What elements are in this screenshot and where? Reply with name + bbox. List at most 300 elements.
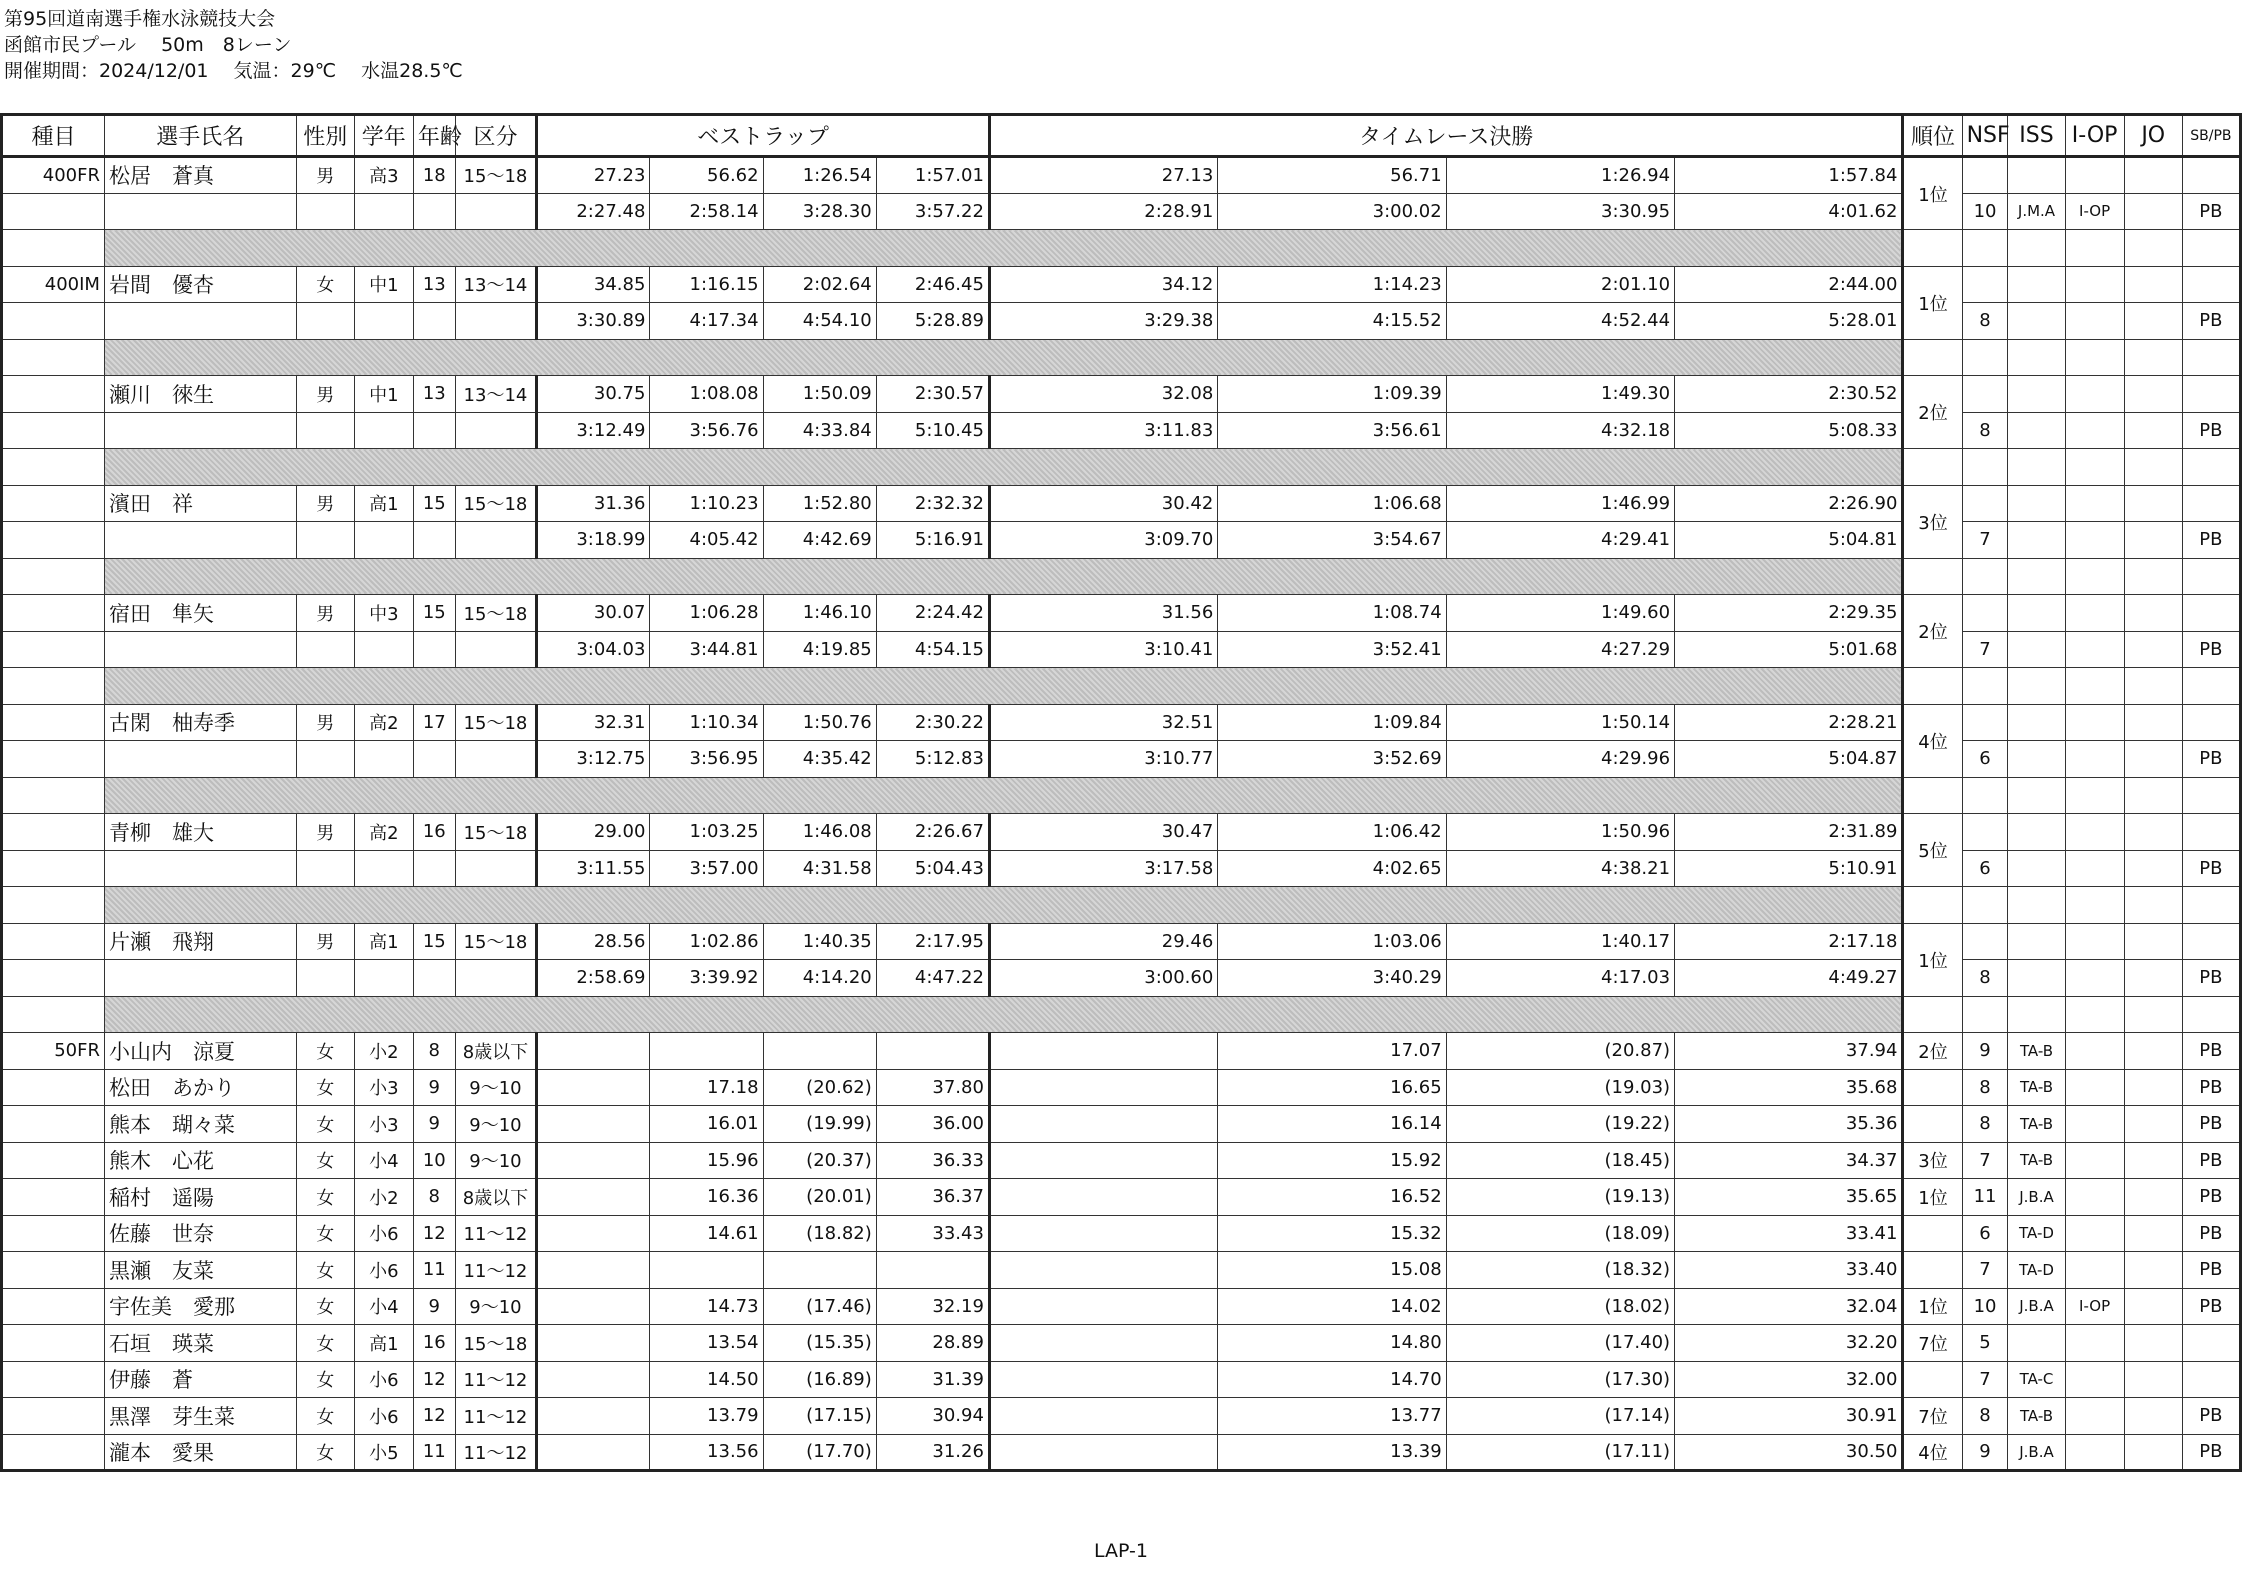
empty-cell bbox=[2124, 376, 2182, 413]
venue-line: 函館市民プール 50m 8レーン bbox=[4, 34, 292, 56]
empty-cell bbox=[2065, 923, 2124, 960]
best-lap-split: 27.23 bbox=[537, 157, 650, 194]
best-lap-split: 56.62 bbox=[650, 157, 763, 194]
empty-cell bbox=[2124, 923, 2182, 960]
swimmer-name: 小山内 涼夏 bbox=[104, 1033, 296, 1070]
final-split: 56.71 bbox=[1218, 157, 1446, 194]
swimmer-name: 黒澤 芽生菜 bbox=[104, 1398, 296, 1435]
division-cell: 11～12 bbox=[455, 1434, 537, 1471]
final-split: 5:08.33 bbox=[1675, 412, 1903, 449]
table-row bbox=[2, 485, 2241, 522]
spacer-cell bbox=[1903, 668, 1962, 705]
empty-cell bbox=[413, 193, 455, 230]
iss-cell: TA-B bbox=[2008, 1398, 2065, 1435]
final-split: 2:44.00 bbox=[1675, 266, 1903, 303]
spacer-cell bbox=[2008, 668, 2065, 705]
table-row bbox=[2, 595, 2241, 632]
empty-cell bbox=[2182, 814, 2240, 851]
rank-cell: 1位 bbox=[1903, 266, 1962, 339]
best-lap-split: 5:28.89 bbox=[876, 303, 989, 340]
spacer-cell bbox=[1903, 777, 1962, 814]
best-lap-split: 29.00 bbox=[537, 814, 650, 851]
sex-cell: 女 bbox=[296, 1215, 354, 1252]
best-lap-split: (20.01) bbox=[763, 1179, 876, 1216]
spacer-cell bbox=[1903, 887, 1962, 924]
empty-cell bbox=[537, 1033, 650, 1070]
final-split: 29.46 bbox=[989, 923, 1217, 960]
event-cell bbox=[2, 1106, 105, 1143]
empty-cell bbox=[2065, 376, 2124, 413]
pb-cell: PB bbox=[2182, 1434, 2240, 1471]
best-lap-split: 1:50.09 bbox=[763, 376, 876, 413]
event-cell bbox=[2, 923, 105, 960]
final-split: 16.14 bbox=[1218, 1106, 1446, 1143]
final-split: (19.13) bbox=[1446, 1179, 1674, 1216]
iss-cell: TA-B bbox=[2008, 1069, 2065, 1106]
iss-cell: TA-B bbox=[2008, 1106, 2065, 1143]
final-split: 1:49.60 bbox=[1446, 595, 1674, 632]
grade-cell: 高1 bbox=[354, 1325, 413, 1362]
iss-cell bbox=[2008, 522, 2065, 559]
division-cell: 9～10 bbox=[455, 1106, 537, 1143]
empty-cell bbox=[2124, 485, 2182, 522]
nsf-cell: 7 bbox=[1962, 631, 2008, 668]
best-lap-split: 3:11.55 bbox=[537, 850, 650, 887]
empty-cell bbox=[2008, 376, 2065, 413]
empty-cell bbox=[2008, 704, 2065, 741]
spacer-cell bbox=[2065, 887, 2124, 924]
best-lap-split: 4:31.58 bbox=[763, 850, 876, 887]
header-row bbox=[2, 115, 2241, 157]
spacer-cell bbox=[104, 887, 1902, 924]
grade-cell: 小6 bbox=[354, 1252, 413, 1289]
empty-cell bbox=[354, 522, 413, 559]
swimmer-name: 宇佐美 愛那 bbox=[104, 1288, 296, 1325]
final-split: 30.42 bbox=[989, 485, 1217, 522]
best-lap-split: 3:56.95 bbox=[650, 741, 763, 778]
results-body bbox=[2, 157, 2241, 1471]
spacer-cell bbox=[2182, 668, 2240, 705]
iop-cell bbox=[2065, 1325, 2124, 1362]
empty-cell bbox=[537, 1398, 650, 1435]
final-split: 2:30.52 bbox=[1675, 376, 1903, 413]
jo-cell bbox=[2124, 741, 2182, 778]
final-split: 4:49.27 bbox=[1675, 960, 1903, 997]
nsf-cell: 11 bbox=[1962, 1179, 2008, 1216]
grade-cell: 中1 bbox=[354, 376, 413, 413]
swimmer-name: 熊木 心花 bbox=[104, 1142, 296, 1179]
sex-cell: 女 bbox=[296, 1288, 354, 1325]
event-cell: 50FR bbox=[2, 1033, 105, 1070]
spacer-cell bbox=[2, 668, 105, 705]
empty-cell bbox=[2124, 814, 2182, 851]
final-split: 3:40.29 bbox=[1218, 960, 1446, 997]
best-lap-split: 5:04.43 bbox=[876, 850, 989, 887]
final-split: 2:28.91 bbox=[989, 193, 1217, 230]
best-lap-split: 1:16.15 bbox=[650, 266, 763, 303]
best-lap-split: 3:12.49 bbox=[537, 412, 650, 449]
empty-cell bbox=[1962, 485, 2008, 522]
best-lap-split: 1:52.80 bbox=[763, 485, 876, 522]
division-cell: 15～18 bbox=[455, 1325, 537, 1362]
col-sex: 性別 bbox=[296, 115, 354, 157]
spacer-cell bbox=[2065, 230, 2124, 267]
grade-cell: 小2 bbox=[354, 1033, 413, 1070]
best-lap-split: 2:26.67 bbox=[876, 814, 989, 851]
best-lap-split: 2:27.48 bbox=[537, 193, 650, 230]
best-lap-split: 13.79 bbox=[650, 1398, 763, 1435]
final-split: 2:26.90 bbox=[1675, 485, 1903, 522]
best-lap-split: 37.80 bbox=[876, 1069, 989, 1106]
spacer-cell bbox=[104, 996, 1902, 1033]
empty-cell bbox=[455, 303, 537, 340]
sex-cell: 女 bbox=[296, 1398, 354, 1435]
iop-cell bbox=[2065, 1361, 2124, 1398]
final-split: 4:27.29 bbox=[1446, 631, 1674, 668]
best-lap-split bbox=[650, 1033, 763, 1070]
final-split: 1:14.23 bbox=[1218, 266, 1446, 303]
best-lap-split: 14.61 bbox=[650, 1215, 763, 1252]
best-lap-split: 1:26.54 bbox=[763, 157, 876, 194]
empty-cell bbox=[455, 631, 537, 668]
final-split: (18.45) bbox=[1446, 1142, 1674, 1179]
empty-cell bbox=[2008, 814, 2065, 851]
final-split: 3:52.41 bbox=[1218, 631, 1446, 668]
nsf-cell: 7 bbox=[1962, 1142, 2008, 1179]
grade-cell: 小4 bbox=[354, 1142, 413, 1179]
spacer-cell bbox=[2182, 339, 2240, 376]
sex-cell: 女 bbox=[296, 266, 354, 303]
final-split: 16.65 bbox=[1218, 1069, 1446, 1106]
rank-cell: 1位 bbox=[1903, 1288, 1962, 1325]
nsf-cell: 8 bbox=[1962, 303, 2008, 340]
empty-cell bbox=[1962, 923, 2008, 960]
spacer-cell bbox=[1962, 230, 2008, 267]
spacer-row bbox=[2, 558, 2241, 595]
division-cell: 15～18 bbox=[455, 923, 537, 960]
swimmer-name: 石垣 瑛菜 bbox=[104, 1325, 296, 1362]
rank-cell: 1位 bbox=[1903, 923, 1962, 996]
empty-cell bbox=[354, 631, 413, 668]
spacer-cell bbox=[2182, 449, 2240, 486]
spacer-cell bbox=[1962, 339, 2008, 376]
empty-cell bbox=[455, 193, 537, 230]
iop-cell bbox=[2065, 1215, 2124, 1252]
spacer-cell bbox=[2182, 996, 2240, 1033]
best-lap-split: 3:56.76 bbox=[650, 412, 763, 449]
spacer-row bbox=[2, 230, 2241, 267]
grade-cell: 高3 bbox=[354, 157, 413, 194]
col-iss: ISS bbox=[2008, 115, 2065, 157]
jo-cell bbox=[2124, 1398, 2182, 1435]
empty-cell bbox=[1962, 814, 2008, 851]
rank-cell: 1位 bbox=[1903, 1179, 1962, 1216]
pb-cell: PB bbox=[2182, 1142, 2240, 1179]
iss-cell bbox=[2008, 960, 2065, 997]
iss-cell: J.B.A bbox=[2008, 1179, 2065, 1216]
empty-cell bbox=[1962, 376, 2008, 413]
sex-cell: 女 bbox=[296, 1142, 354, 1179]
best-lap-split: 2:32.32 bbox=[876, 485, 989, 522]
final-split: 15.08 bbox=[1218, 1252, 1446, 1289]
grade-cell: 小6 bbox=[354, 1215, 413, 1252]
spacer-cell bbox=[1962, 449, 2008, 486]
division-cell: 15～18 bbox=[455, 157, 537, 194]
final-split: 32.00 bbox=[1675, 1361, 1903, 1398]
spacer-cell bbox=[1962, 996, 2008, 1033]
empty-cell bbox=[354, 850, 413, 887]
final-split: 31.56 bbox=[989, 595, 1217, 632]
nsf-cell: 7 bbox=[1962, 1361, 2008, 1398]
event-cell bbox=[2, 1434, 105, 1471]
table-row bbox=[2, 1142, 2241, 1179]
empty-cell bbox=[989, 1288, 1217, 1325]
division-cell: 15～18 bbox=[455, 595, 537, 632]
spacer-cell bbox=[2182, 887, 2240, 924]
spacer-cell bbox=[2124, 668, 2182, 705]
final-split: 34.12 bbox=[989, 266, 1217, 303]
best-lap-split: 4:33.84 bbox=[763, 412, 876, 449]
iop-cell bbox=[2065, 522, 2124, 559]
best-lap-split: (18.82) bbox=[763, 1215, 876, 1252]
final-split: 33.41 bbox=[1675, 1215, 1903, 1252]
jo-cell bbox=[2124, 1033, 2182, 1070]
spacer-row bbox=[2, 668, 2241, 705]
final-split: 5:04.87 bbox=[1675, 741, 1903, 778]
event-cell: 400FR bbox=[2, 157, 105, 194]
best-lap-split: 3:39.92 bbox=[650, 960, 763, 997]
jo-cell bbox=[2124, 960, 2182, 997]
best-lap-split: 3:18.99 bbox=[537, 522, 650, 559]
division-cell: 15～18 bbox=[455, 814, 537, 851]
jo-cell bbox=[2124, 1325, 2182, 1362]
final-split: 32.04 bbox=[1675, 1288, 1903, 1325]
spacer-cell bbox=[1903, 449, 1962, 486]
spacer-cell bbox=[2008, 558, 2065, 595]
sex-cell: 女 bbox=[296, 1179, 354, 1216]
empty-cell bbox=[2182, 157, 2240, 194]
sex-cell: 女 bbox=[296, 1069, 354, 1106]
best-lap-split bbox=[650, 1252, 763, 1289]
empty-cell bbox=[2008, 157, 2065, 194]
iss-cell: J.B.A bbox=[2008, 1288, 2065, 1325]
empty-cell bbox=[989, 1361, 1217, 1398]
iss-cell: J.M.A bbox=[2008, 193, 2065, 230]
rank-cell: 5位 bbox=[1903, 814, 1962, 887]
pb-cell: PB bbox=[2182, 850, 2240, 887]
final-split: 32.51 bbox=[989, 704, 1217, 741]
best-lap-split: 4:05.42 bbox=[650, 522, 763, 559]
final-split: (20.87) bbox=[1446, 1033, 1674, 1070]
best-lap-split: 1:40.35 bbox=[763, 923, 876, 960]
swimmer-name: 古閑 柚寿季 bbox=[104, 704, 296, 741]
grade-cell: 中1 bbox=[354, 266, 413, 303]
iop-cell bbox=[2065, 1179, 2124, 1216]
iop-cell bbox=[2065, 631, 2124, 668]
final-split: 2:17.18 bbox=[1675, 923, 1903, 960]
col-grade: 学年 bbox=[354, 115, 413, 157]
best-lap-split: 3:28.30 bbox=[763, 193, 876, 230]
table-row bbox=[2, 266, 2241, 303]
empty-cell bbox=[2124, 266, 2182, 303]
swimmer-name: 濱田 祥 bbox=[104, 485, 296, 522]
pb-cell: PB bbox=[2182, 1106, 2240, 1143]
sex-cell: 男 bbox=[296, 376, 354, 413]
col-age: 年齢 bbox=[413, 115, 455, 157]
final-split: 3:17.58 bbox=[989, 850, 1217, 887]
empty-cell bbox=[2, 960, 105, 997]
best-lap-split: 30.75 bbox=[537, 376, 650, 413]
table-row bbox=[2, 923, 2241, 960]
spacer-cell bbox=[2, 996, 105, 1033]
final-split: 3:56.61 bbox=[1218, 412, 1446, 449]
best-lap-split: 1:46.10 bbox=[763, 595, 876, 632]
empty-cell bbox=[296, 193, 354, 230]
spacer-cell bbox=[1903, 996, 1962, 1033]
iss-cell: TA-C bbox=[2008, 1361, 2065, 1398]
event-cell bbox=[2, 1325, 105, 1362]
empty-cell bbox=[413, 850, 455, 887]
division-cell: 8歳以下 bbox=[455, 1033, 537, 1070]
empty-cell bbox=[989, 1106, 1217, 1143]
final-split: 14.80 bbox=[1218, 1325, 1446, 1362]
final-split: 5:28.01 bbox=[1675, 303, 1903, 340]
final-split: 5:10.91 bbox=[1675, 850, 1903, 887]
best-lap-split: 16.01 bbox=[650, 1106, 763, 1143]
empty-cell bbox=[1962, 704, 2008, 741]
empty-cell bbox=[2, 850, 105, 887]
final-split: (17.14) bbox=[1446, 1398, 1674, 1435]
iop-cell bbox=[2065, 1252, 2124, 1289]
grade-cell: 高2 bbox=[354, 814, 413, 851]
division-cell: 11～12 bbox=[455, 1252, 537, 1289]
age-cell: 13 bbox=[413, 376, 455, 413]
best-lap-split: (17.46) bbox=[763, 1288, 876, 1325]
final-split: 4:38.21 bbox=[1446, 850, 1674, 887]
jo-cell bbox=[2124, 1361, 2182, 1398]
spacer-cell bbox=[1962, 558, 2008, 595]
spacer-cell bbox=[2182, 558, 2240, 595]
table-row bbox=[2, 1252, 2241, 1289]
best-lap-split bbox=[763, 1033, 876, 1070]
spacer-cell bbox=[2124, 996, 2182, 1033]
best-lap-split: 3:57.22 bbox=[876, 193, 989, 230]
empty-cell bbox=[1962, 266, 2008, 303]
best-lap-split: 1:06.28 bbox=[650, 595, 763, 632]
final-split: 3:11.83 bbox=[989, 412, 1217, 449]
age-cell: 11 bbox=[413, 1434, 455, 1471]
spacer-cell bbox=[2, 558, 105, 595]
empty-cell bbox=[2182, 266, 2240, 303]
iop-cell bbox=[2065, 412, 2124, 449]
age-cell: 15 bbox=[413, 485, 455, 522]
final-split: 14.70 bbox=[1218, 1361, 1446, 1398]
date-weather-line: 開催期間：2024/12/01 気温：29℃ 水温28.5℃ bbox=[4, 60, 463, 82]
best-lap-split: 1:02.86 bbox=[650, 923, 763, 960]
final-split: 35.65 bbox=[1675, 1179, 1903, 1216]
best-lap-split: 4:54.15 bbox=[876, 631, 989, 668]
empty-cell bbox=[104, 522, 296, 559]
spacer-cell bbox=[2008, 339, 2065, 376]
empty-cell bbox=[413, 303, 455, 340]
best-lap-split: 3:44.81 bbox=[650, 631, 763, 668]
jo-cell bbox=[2124, 1252, 2182, 1289]
iop-cell bbox=[2065, 1069, 2124, 1106]
event-cell bbox=[2, 1069, 105, 1106]
nsf-cell: 6 bbox=[1962, 850, 2008, 887]
empty-cell bbox=[104, 631, 296, 668]
empty-cell bbox=[413, 631, 455, 668]
col-sbpb: SB/PB bbox=[2182, 115, 2240, 157]
final-split: 34.37 bbox=[1675, 1142, 1903, 1179]
division-cell: 13～14 bbox=[455, 266, 537, 303]
empty-cell bbox=[537, 1361, 650, 1398]
event-cell bbox=[2, 814, 105, 851]
jo-cell bbox=[2124, 1215, 2182, 1252]
iop-cell bbox=[2065, 850, 2124, 887]
best-lap-split: 28.89 bbox=[876, 1325, 989, 1362]
empty-cell bbox=[354, 960, 413, 997]
pb-cell: PB bbox=[2182, 522, 2240, 559]
best-lap-split: 15.96 bbox=[650, 1142, 763, 1179]
spacer-cell bbox=[2, 230, 105, 267]
sex-cell: 女 bbox=[296, 1252, 354, 1289]
best-lap-split: 32.19 bbox=[876, 1288, 989, 1325]
final-split: (18.02) bbox=[1446, 1288, 1674, 1325]
table-row bbox=[2, 1215, 2241, 1252]
rank-cell: 3位 bbox=[1903, 1142, 1962, 1179]
division-cell: 15～18 bbox=[455, 704, 537, 741]
event-cell bbox=[2, 704, 105, 741]
iop-cell: I-OP bbox=[2065, 1288, 2124, 1325]
col-event: 種目 bbox=[2, 115, 105, 157]
final-split: 4:15.52 bbox=[1218, 303, 1446, 340]
iss-cell bbox=[2008, 412, 2065, 449]
best-lap-split: 2:58.14 bbox=[650, 193, 763, 230]
iop-cell bbox=[2065, 1033, 2124, 1070]
spacer-cell bbox=[2008, 777, 2065, 814]
nsf-cell: 8 bbox=[1962, 960, 2008, 997]
empty-cell bbox=[354, 193, 413, 230]
final-split: 5:01.68 bbox=[1675, 631, 1903, 668]
empty-cell bbox=[537, 1069, 650, 1106]
final-split: 2:01.10 bbox=[1446, 266, 1674, 303]
meet-title: 第95回道南選手権水泳競技大会 bbox=[4, 8, 276, 30]
empty-cell bbox=[537, 1252, 650, 1289]
division-cell: 11～12 bbox=[455, 1361, 537, 1398]
empty-cell bbox=[2, 193, 105, 230]
table-row bbox=[2, 1361, 2241, 1398]
pb-cell: PB bbox=[2182, 1398, 2240, 1435]
empty-cell bbox=[2182, 376, 2240, 413]
empty-cell bbox=[296, 960, 354, 997]
nsf-cell: 7 bbox=[1962, 1252, 2008, 1289]
iss-cell bbox=[2008, 741, 2065, 778]
division-cell: 15～18 bbox=[455, 485, 537, 522]
final-split: 32.08 bbox=[989, 376, 1217, 413]
sex-cell: 女 bbox=[296, 1325, 354, 1362]
spacer-cell bbox=[2, 449, 105, 486]
empty-cell bbox=[354, 303, 413, 340]
table-row bbox=[2, 1179, 2241, 1216]
event-cell bbox=[2, 1288, 105, 1325]
spacer-cell bbox=[104, 449, 1902, 486]
final-split: (17.11) bbox=[1446, 1434, 1674, 1471]
final-split: (17.30) bbox=[1446, 1361, 1674, 1398]
spacer-cell bbox=[2124, 230, 2182, 267]
final-split: 3:10.41 bbox=[989, 631, 1217, 668]
nsf-cell: 8 bbox=[1962, 1398, 2008, 1435]
